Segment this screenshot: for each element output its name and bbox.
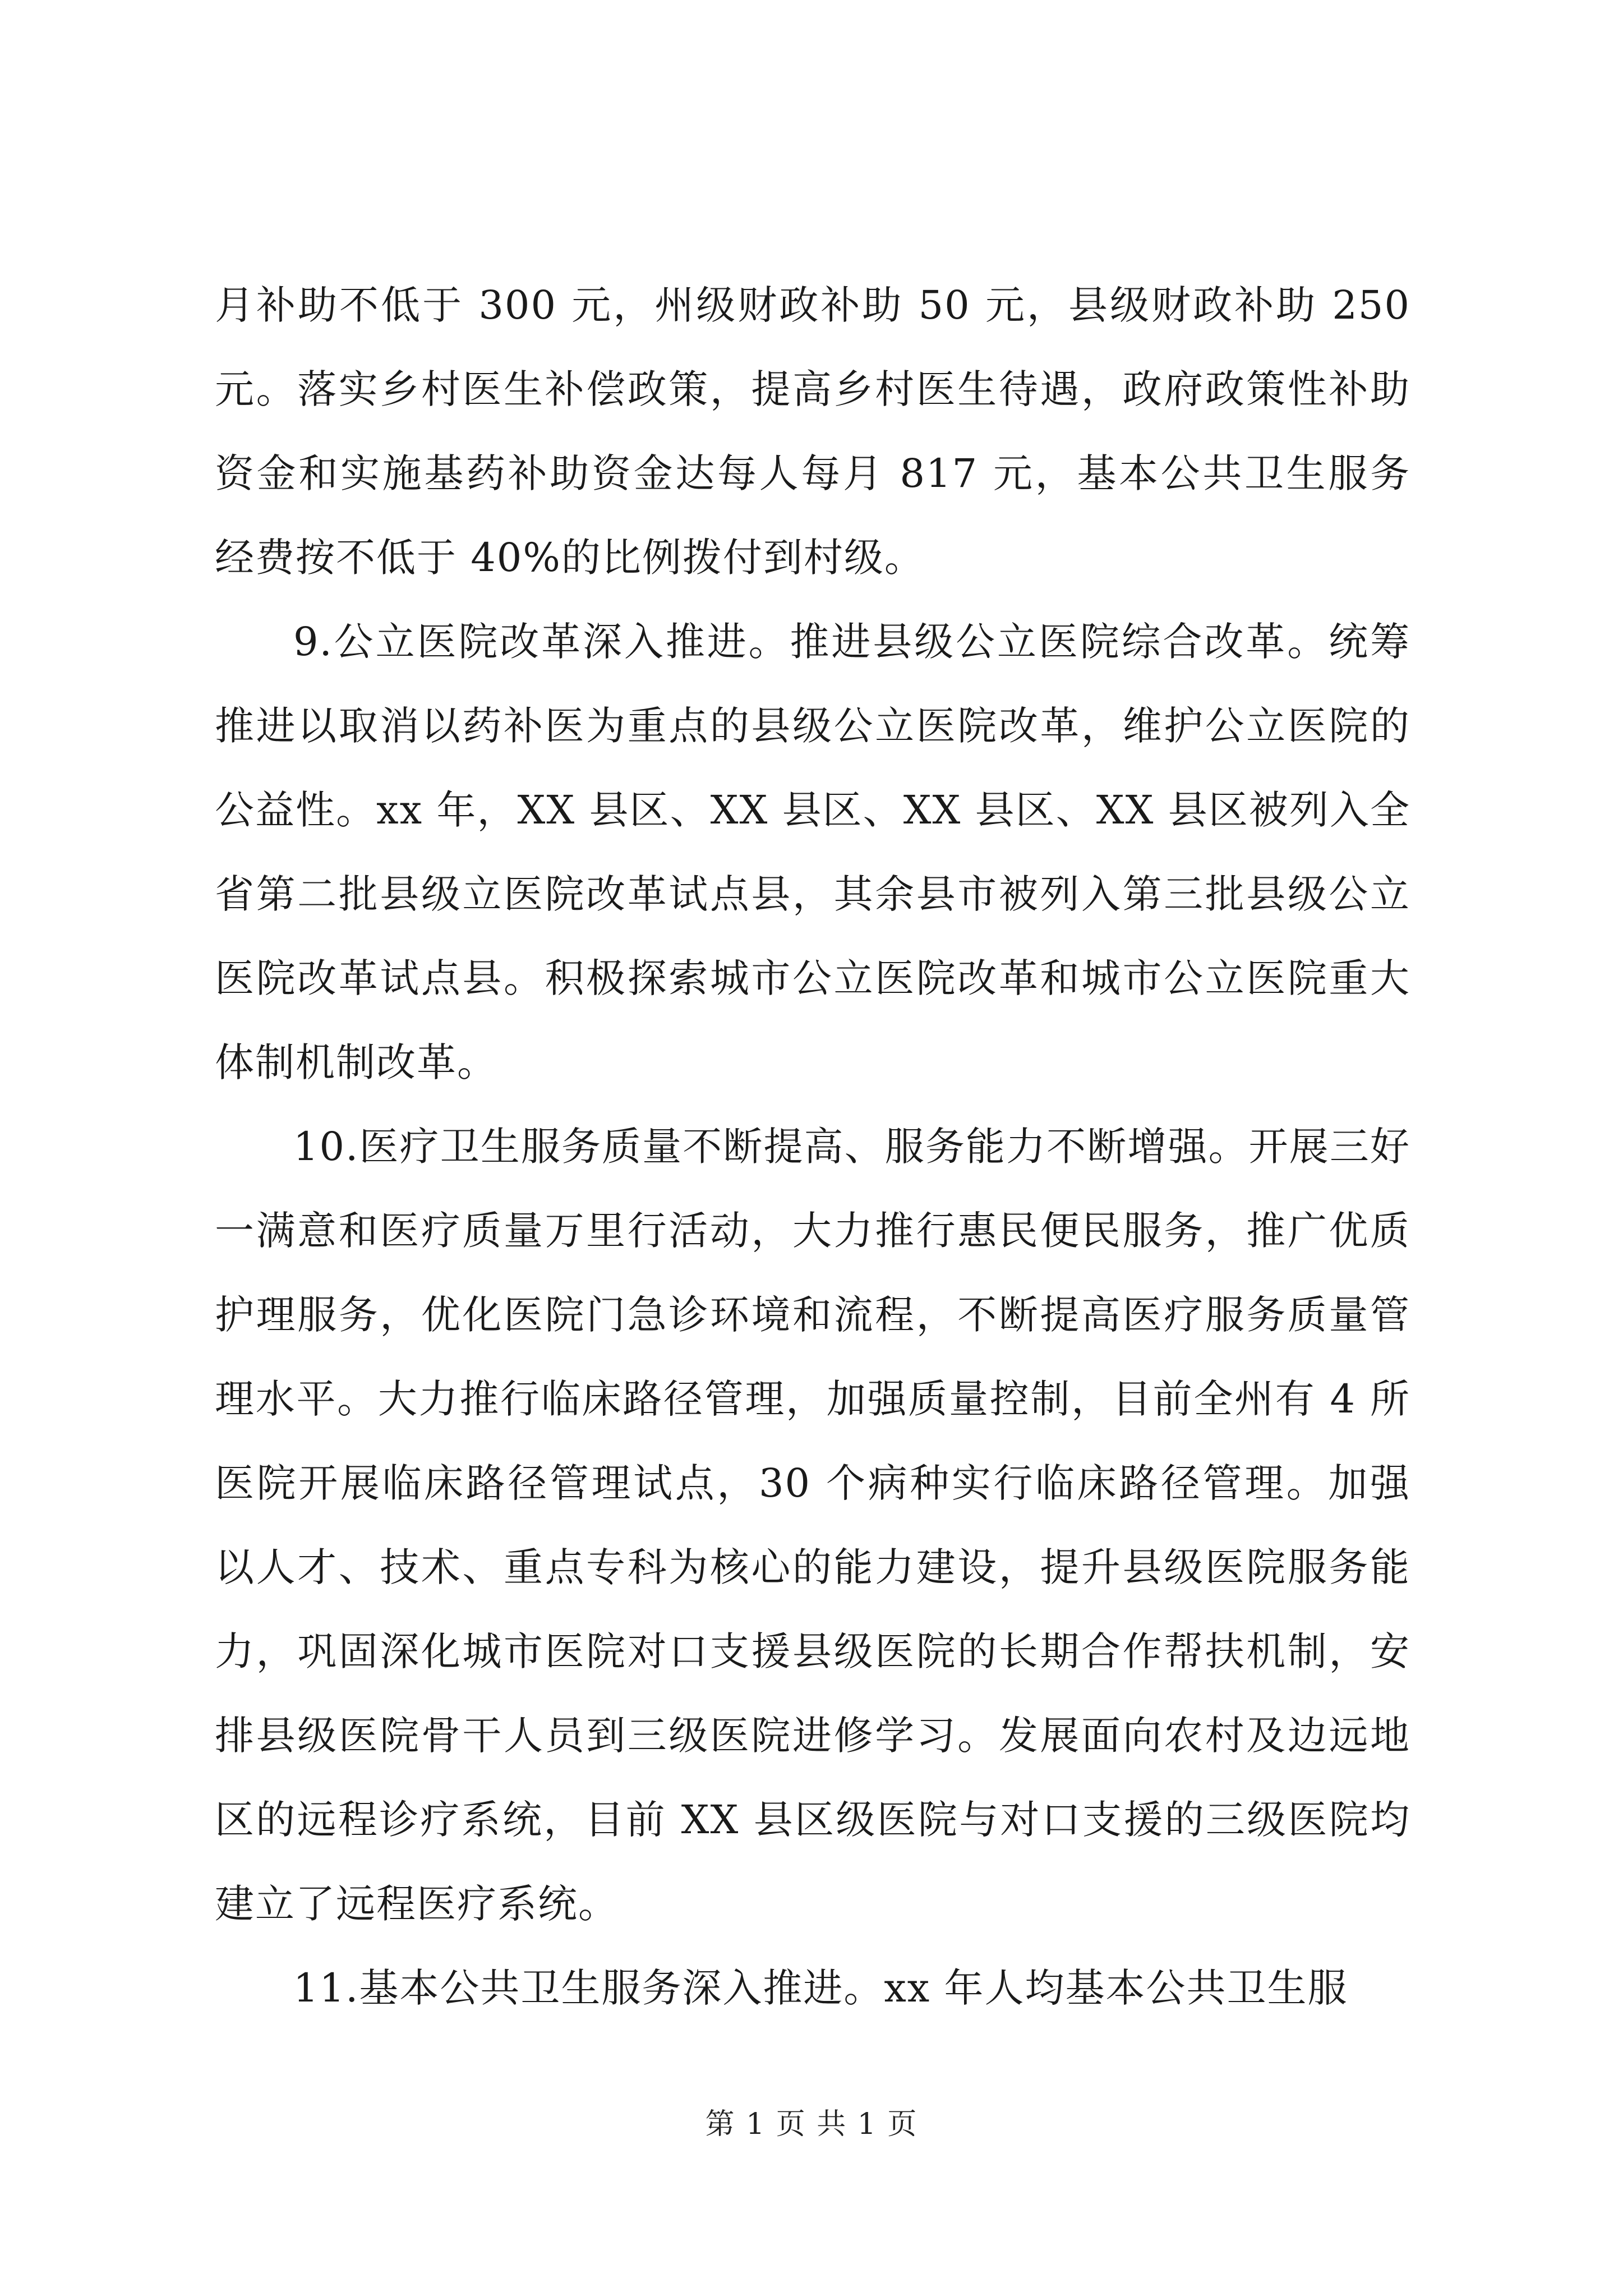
paragraph-village-doctor-subsidy: 月补助不低于 300 元，州级财政补助 50 元，县级财政补助 250 元。落实乡村医生补偿政策，提高乡村医生待遇，政府政策性补助资金和实施基药补助资金达每人每月 817 元，基本公共卫生服务经费按不低于 40%的比例拨付到村级。 [215,282,1410,581]
paragraph-public-hospital-reform: 9.公立医院改革深入推进。推进县级公立医院综合改革。统筹推进以取消以药补医为重点的县级公立医院改革，维护公立医院的公益性。xx 年，XX 县区、XX 县区、XX 县区、XX 县区被列入全省第二批县级立医院改革试点县，其余县市被列入第三批县级公立医院改革试点县。积极探索城市公立医院改革和城市公立医院重大体制机制改革。 [215,619,1410,1085]
document-body [215,263,1410,2030]
page-number-footer: 第 1 页 共 1 页 [705,2108,918,2141]
paragraph-medical-service-quality: 10.医疗卫生服务质量不断提高、服务能力不断增强。开展三好一满意和医疗质量万里行活动，大力推行惠民便民服务，推广优质护理服务，优化医院门急诊环境和流程，不断提高医疗服务质量管理水平。大力推行临床路径管理，加强质量控制，目前全州有 4 所医院开展临床路径管理试点，30 个病种实行临床路径管理。加强以人才、技术、重点专科为核心的能力建设，提升县级医院服务能力，巩固深化城市医院对口支援县级医院的长期合作帮扶机制，安排县级医院骨干人员到三级医院进修学习。发展面向农村及边远地区的远程诊疗系统，目前 XX 县区级医院与对口支援的三级医院均建立了远程医疗系统。 [215,1124,1410,1927]
paragraph-basic-public-health: 11.基本公共卫生服务深入推进。xx 年人均基本公共卫生服 [293,1965,1348,2011]
